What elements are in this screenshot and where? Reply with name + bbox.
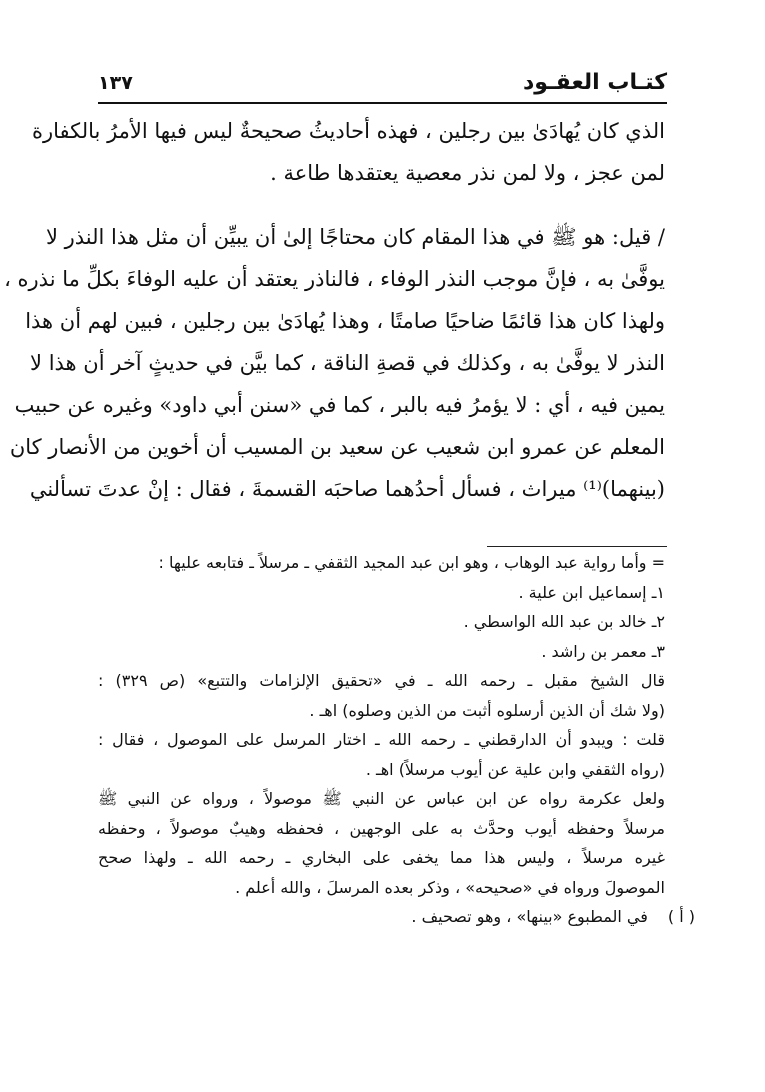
text-line: الذي كان يُهادَىٰ بين رجلين ، فهذه أحاديثُ صحيحةٌ ليس فيها الأمرُ بالكفارة — [32, 119, 665, 143]
main-paragraph-2 — [4, 216, 665, 510]
note-marker: ( أ ) — [667, 907, 695, 926]
footnote-line: غيره مرسلاً ، وليس هذا مما يخفى على البخاري ـ رحمه الله ـ ولهذا صحح — [98, 848, 665, 867]
running-header — [98, 72, 667, 104]
footnote-line: الموصولَ ورواه في «صحيحه» ، وذكر بعده المرسلَ ، والله أعلم . — [235, 877, 665, 897]
page-number: ١٣٧ — [98, 72, 133, 94]
footnotes — [98, 548, 695, 932]
text-line: النذر لا يوفَّىٰ به ، وكذلك في قصةِ الناقة ، كما بيَّن في حديثٍ آخر أن هذا لا — [30, 351, 665, 375]
main-paragraph-1 — [32, 110, 665, 194]
text-line: يوفَّىٰ به ، فإنَّ موجب النذر الوفاء ، فالناذر يعتقد أن عليه الوفاءَ بكلِّ ما نذره ، — [4, 267, 665, 291]
footnote-line: قال الشيخ مقبل ـ رحمه الله ـ في «تحقيق الإلزامات والتتبع» (ص ٣٢٩) : — [98, 671, 666, 690]
footnote-line: مرسلاً وحفظه أيوب وحدَّث به على الوجهين ، فحفظه وهيبٌ موصولاً ، وحفظه — [98, 818, 665, 838]
editor-note — [98, 902, 695, 932]
footnote-line: ٣ـ معمر بن راشد . — [541, 641, 665, 661]
text-line: (بينهما)⁽¹⁾ ميراث ، فسأل أحدُهما صاحبَه القسمةَ ، فقال : إنْ عدتَ تسألني — [29, 477, 665, 501]
text-line: / قيل: هو ﷺ في هذا المقام كان محتاجًا إلىٰ أن يبيِّن أن مثل هذا النذر لا — [45, 225, 665, 249]
footnote-line: = وأما رواية عبد الوهاب ، وهو ابن عبد المجيد الثقفي ـ مرسلاً ـ فتابعه عليها : — [158, 553, 665, 572]
text-line: ولهذا كان هذا قائمًا ضاحيًا صامتًا ، وهذا يُهادَىٰ بين رجلين ، فبين لهم أن هذا — [25, 309, 665, 333]
footnote-separator — [487, 546, 667, 547]
footnote-line: (رواه الثقفي وابن علية عن أيوب مرسلاً) اهـ . — [365, 759, 665, 779]
footnote-line: ولعل عكرمة رواه عن ابن عباس عن النبي ﷺ موصولاً ، ورواه عن النبي ﷺ — [98, 789, 665, 808]
footnote-line: ٢ـ خالد بن عبد الله الواسطي . — [463, 612, 665, 631]
text-line: المعلم عن عمرو ابن شعيب عن سعيد بن المسيب أن أخوين من الأنصار كان — [9, 435, 665, 459]
text-line: لمن عجز ، ولا لمن نذر معصية يعتقدها طاعة . — [270, 161, 665, 185]
note-text: في المطبوع «بينها» ، وهو تصحيف . — [411, 907, 648, 926]
book-title: كتـاب العقـود — [523, 70, 667, 95]
footnote-line: قلت : ويبدو أن الدارقطني ـ رحمه الله ـ اختار المرسل على الموصول ، فقال : — [98, 730, 665, 749]
text-line: يمين فيه ، أي : لا يؤمرُ فيه بالبر ، كما في «سنن أبي داود» وغيره عن حبيب — [14, 393, 665, 417]
footnote-line: ١ـ إسماعيل ابن علية . — [518, 582, 665, 602]
footnote-line: (ولا شك أن الذين أرسلوه أثبت من الذين وصلوه) اهـ . — [309, 700, 665, 720]
